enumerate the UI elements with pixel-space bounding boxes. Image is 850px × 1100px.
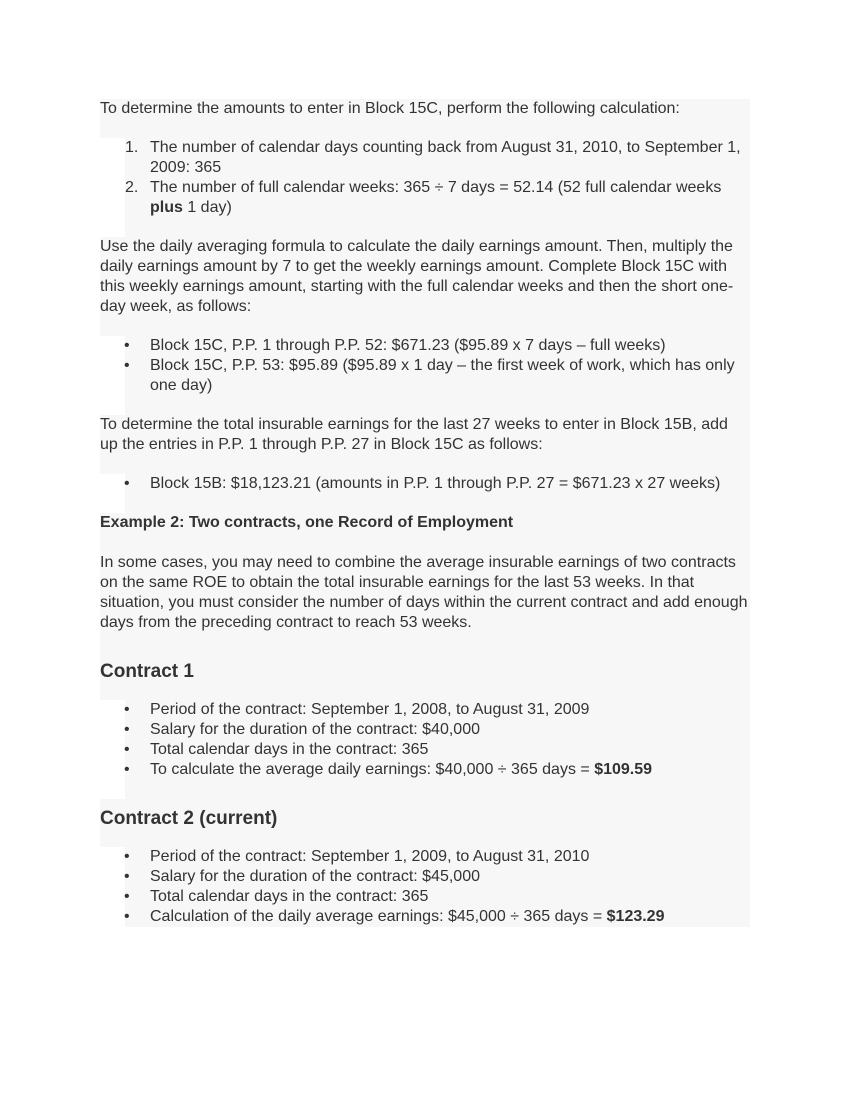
list-number: 1. — [125, 139, 139, 156]
list-item — [125, 178, 750, 218]
bullet-icon: • — [124, 741, 130, 758]
list-item-text: Block 15B: $18,123.21 (amounts in P.P. 1 through P.P. 27 = $671.23 x 27 weeks) — [150, 475, 721, 492]
bullet-icon: • — [124, 337, 130, 354]
list-item — [124, 720, 750, 740]
contract2-heading: Contract 2 (current) — [100, 799, 750, 847]
bullet-icon: • — [124, 475, 130, 492]
list-item-text: Total calendar days in the contract: 365 — [150, 741, 429, 758]
step-emphasis: plus — [150, 199, 183, 216]
step-text: The number of full calendar weeks: 365 ÷ 7 days = 52.14 (52 full calendar weeks — [150, 179, 722, 196]
list-item — [124, 336, 750, 356]
list-item-text: Total calendar days in the contract: 365 — [150, 888, 429, 905]
list-item-text: Salary for the duration of the contract: $45,000 — [150, 868, 480, 885]
bullet-icon: • — [124, 721, 130, 738]
calculation-steps-list — [125, 138, 750, 237]
bullet-icon: • — [124, 888, 130, 905]
list-item — [124, 887, 750, 907]
list-item — [124, 700, 750, 720]
bullet-icon: • — [124, 868, 130, 885]
step-text-end: 1 day) — [182, 199, 232, 216]
list-item-text: Period of the contract: September 1, 2009, to August 31, 2010 — [150, 848, 590, 865]
list-item-text: Block 15C, P.P. 1 through P.P. 52: $671.23 ($95.89 x 7 days – full weeks) — [150, 337, 666, 354]
block15c-list — [125, 336, 750, 415]
daily-earnings-value: $109.59 — [594, 761, 653, 778]
list-item — [124, 740, 750, 760]
list-item — [124, 474, 750, 494]
block15b-list — [125, 474, 750, 513]
contract1-list — [125, 700, 750, 799]
list-item — [124, 356, 750, 396]
bullet-icon: • — [124, 761, 130, 778]
list-item — [124, 760, 750, 780]
list-item — [125, 138, 750, 178]
bullet-icon: • — [124, 701, 130, 718]
contract2-list — [125, 847, 750, 927]
example2-heading: Example 2: Two contracts, one Record of Employment — [100, 513, 750, 553]
bullet-icon: • — [124, 357, 130, 374]
total-insurable-paragraph: To determine the total insurable earnings for the last 27 weeks to enter in Block 15B, add up the entries in P.P. 1 through P.P. 27 in Block 15C as follows: — [100, 415, 750, 474]
list-item-text: Calculation of the daily average earnings: $45,000 ÷ 365 days = — [150, 908, 607, 925]
list-item-text: Block 15C, P.P. 53: $95.89 ($95.89 x 1 day – the first week of work, which has only one day) — [150, 357, 735, 394]
contract1-heading: Contract 1 — [100, 652, 750, 700]
daily-averaging-paragraph: Use the daily averaging formula to calculate the daily earnings amount. Then, multiply the daily earnings amount by 7 to get the weekly earnings amount. Complete Block 15C with this weekly earnings amount, starting with the full calendar weeks and then the short one-day week, as follows: — [100, 237, 750, 336]
list-item-text: To calculate the average daily earnings: $40,000 ÷ 365 days = — [150, 761, 595, 778]
example2-paragraph: In some cases, you may need to combine the average insurable earnings of two contracts on the same ROE to obtain the total insurable earnings for the last 53 weeks. In that situation, you must consider the number of days within the current contract and add enough days from the preceding contract to reach 53 weeks. — [100, 553, 750, 652]
list-item — [124, 867, 750, 887]
bullet-icon: • — [124, 848, 130, 865]
daily-earnings-value: $123.29 — [606, 908, 665, 925]
list-item — [124, 847, 750, 867]
step-text: The number of calendar days counting back from August 31, 2010, to September 1, 2009: 365 — [150, 139, 741, 176]
document-content — [100, 99, 750, 927]
list-number: 2. — [125, 179, 139, 196]
list-item — [124, 907, 750, 927]
intro-paragraph: To determine the amounts to enter in Block 15C, perform the following calculation: — [100, 99, 750, 138]
list-item-text: Period of the contract: September 1, 2008, to August 31, 2009 — [150, 701, 590, 718]
list-item-text: Salary for the duration of the contract: $40,000 — [150, 721, 480, 738]
bullet-icon: • — [124, 908, 130, 925]
